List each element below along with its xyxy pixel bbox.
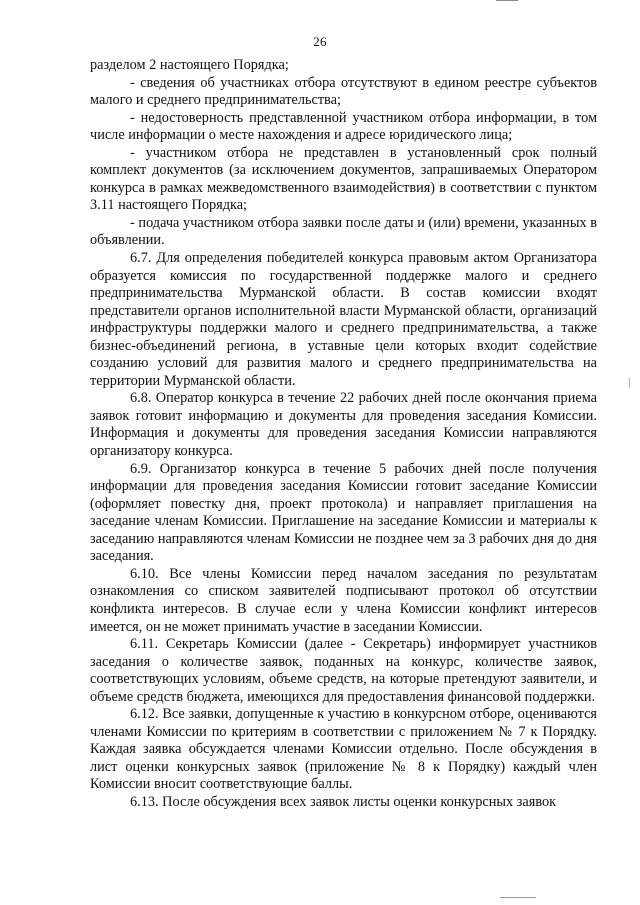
paragraph-6-10: 6.10. Все члены Комиссии перед началом заседания по результатам ознакомления со списком заявителей подписывают протокол об отсутствии конфликта интересов. В случае если у члена Комиссии конфликт интересов имеется, он не может принимать участие в заседании Комиссии. — [90, 565, 597, 635]
document-body — [90, 57, 597, 812]
paragraph-6-8: 6.8. Оператор конкурса в течение 22 рабочих дней после окончания приема заявок готовит информацию и документы для проведения заседания Комиссии. Информация и документы для проведения заседания Комиссии направляются организатору конкурса. — [90, 390, 597, 460]
paragraph-6-9: 6.9. Организатор конкурса в течение 5 рабочих дней после получения информации для проведения заседания Комиссии готовит заседание Комиссии (оформляет повестку дня, проект протокола) и направляет приглашения на заседание членам Комиссии. Приглашение на заседание Комиссии и материалы к заседанию направляются членам Комиссии не позднее чем за 3 рабочих дня до дня заседания. — [90, 460, 597, 565]
paragraph-continuation: разделом 2 настоящего Порядка; — [90, 57, 289, 73]
list-item-incomplete-docs: - участником отбора не представлен в установленный срок полный комплект документов (за исключением документов, запрашиваемых Оператором конкурса в рамках межведомственного взаимодействия) в соответствии с пунктом 3.11 настоящего Порядка; — [90, 144, 597, 214]
scan-margin-mark — [629, 378, 630, 388]
list-item-late-submission: - подача участником отбора заявки после даты и (или) времени, указанных в объявлении. — [90, 214, 597, 249]
paragraph-6-13: 6.13. После обсуждения всех заявок листы оценки конкурсных заявок — [130, 793, 557, 810]
list-item-unreliable-info: - недостоверность представленной участником отбора информации, в том числе информации о месте нахождения и адресе юридического лица; — [90, 109, 597, 144]
list-item-registry: - сведения об участниках отбора отсутствуют в едином реестре субъектов малого и среднего предпринимательства; — [90, 74, 597, 109]
scan-edge-mark — [500, 897, 536, 898]
paragraph-6-12: 6.12. Все заявки, допущенные к участию в конкурсном отборе, оцениваются членами Комиссии по критериям в соответствии с приложением № 7 к Порядку. Каждая заявка обсуждается членами Комиссии отдельно. После обсуждения в лист оценки конкурсных заявок (приложение № 8 к Порядку) каждый член Комиссии вносит соответствующие баллы. — [90, 706, 597, 793]
page-number: 26 — [313, 34, 327, 49]
scan-edge-mark — [496, 0, 518, 1]
paragraph-6-11: 6.11. Секретарь Комиссии (далее - Секретарь) информирует участников заседания о количестве заявок, поданных на конкурс, количестве заявок, соответствующих условиям, объеме средств, на которые претендуют заявители, и объеме средств бюджета, имеющихся для предоставления финансовой поддержки. — [90, 636, 597, 705]
paragraph-6-7: 6.7. Для определения победителей конкурса правовым актом Организатора образуется комиссия по государственной поддержке малого и среднего предпринимательства Мурманской области. В состав комиссии входят представители органов исполнительной власти Мурманской области, организаций инфраструктуры поддержки малого и среднего предпринимательства, а также бизнес-объединений региона, в уставные цели которых входит содействие созданию условий для развития малого и среднего предпринимательства на территории Мурманской области. — [90, 250, 597, 389]
